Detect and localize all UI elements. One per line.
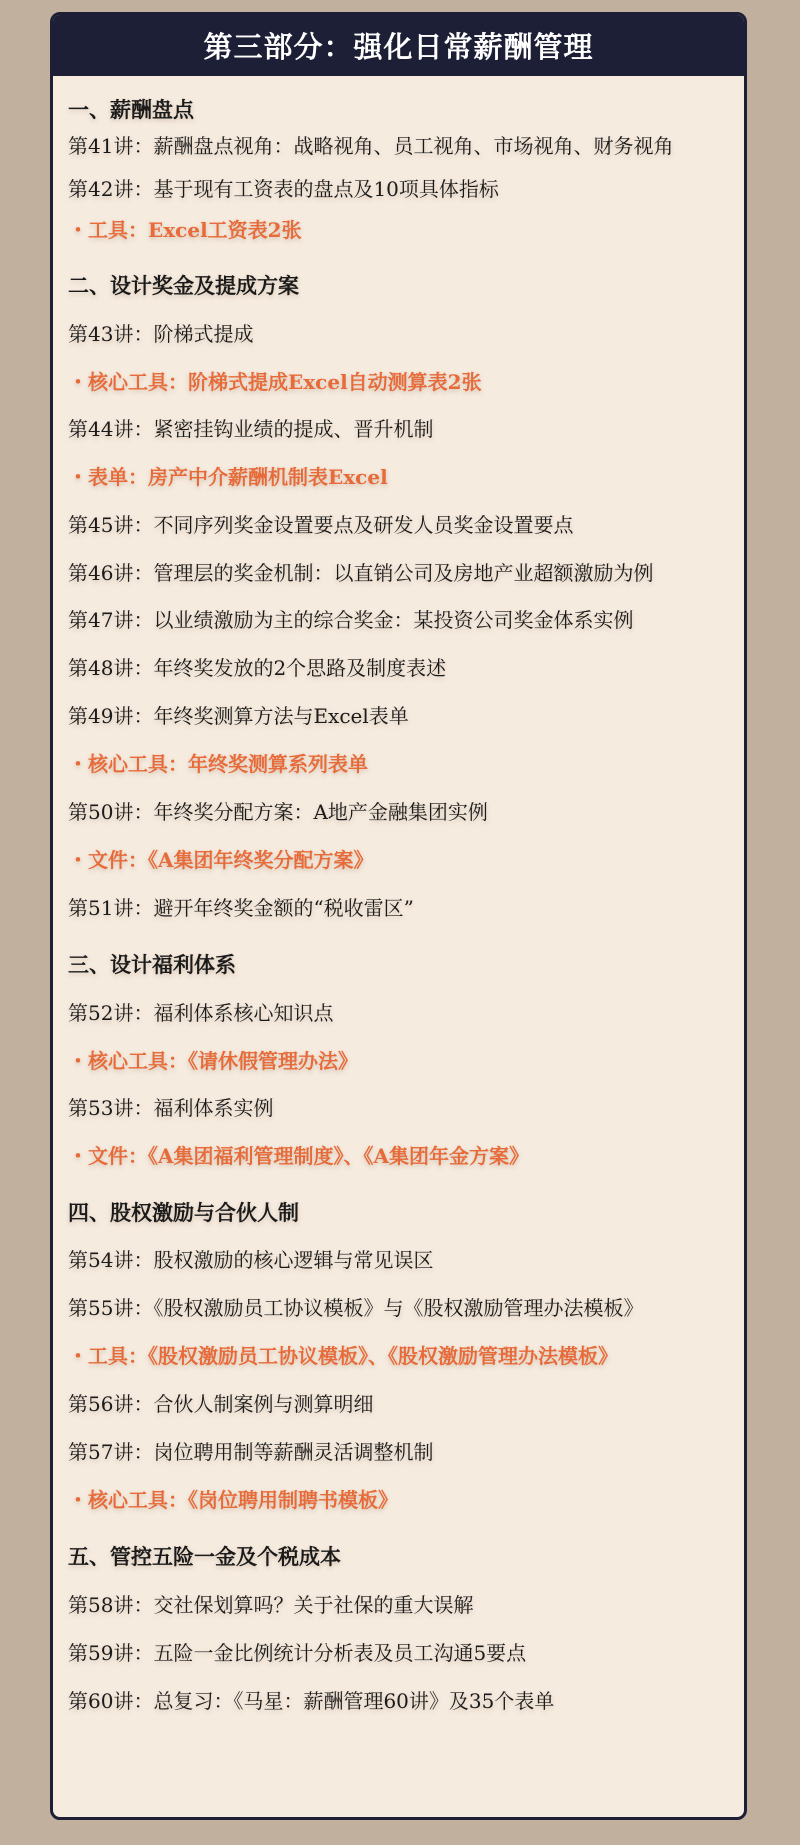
lecture-41: 第41讲：薪酬盘点视角：战略视角、员工视角、市场视角、财务视角 [68, 134, 674, 158]
section-title: 第三部分：强化日常薪酬管理 [53, 15, 744, 76]
tool-equity-templates: ・工具：《股权激励员工协议模板》、《股权激励管理办法模板》 [68, 1344, 618, 1368]
lecture-51: 第51讲：避开年终奖金额的“税收雷区” [68, 896, 414, 920]
lecture-48: 第48讲：年终奖发放的2个思路及制度表述 [68, 656, 447, 680]
lecture-54: 第54讲：股权激励的核心逻辑与常见误区 [68, 1248, 434, 1272]
form-real-estate-agency: ・表单：房产中介薪酬机制表Excel [68, 465, 388, 489]
lecture-56: 第56讲：合伙人制案例与测算明细 [68, 1392, 374, 1416]
lecture-52: 第52讲：福利体系核心知识点 [68, 1001, 334, 1025]
file-benefits-policies: ・文件：《A集团福利管理制度》、《A集团年金方案》 [68, 1144, 530, 1168]
section-heading-equity-incentives: 四、股权激励与合伙人制 [68, 1201, 299, 1225]
tool-tiered-commission: ・核心工具：阶梯式提成Excel自动测算表2张 [68, 370, 482, 394]
section-heading-social-insurance-tax: 五、管控五险一金及个税成本 [68, 1545, 341, 1569]
tool-appointment-letter: ・核心工具：《岗位聘用制聘书模板》 [68, 1488, 398, 1512]
course-outline-card [50, 12, 747, 1820]
lecture-55: 第55讲：《股权激励员工协议模板》与《股权激励管理办法模板》 [68, 1296, 644, 1320]
section-heading-benefits: 三、设计福利体系 [68, 953, 236, 977]
lecture-50: 第50讲：年终奖分配方案：A地产金融集团实例 [68, 800, 488, 824]
section-heading-bonus-commission: 二、设计奖金及提成方案 [68, 274, 299, 298]
lecture-57: 第57讲：岗位聘用制等薪酬灵活调整机制 [68, 1440, 434, 1464]
tool-year-end-bonus-forms: ・核心工具：年终奖测算系列表单 [68, 752, 368, 776]
lecture-46: 第46讲：管理层的奖金机制：以直销公司及房地产业超额激励为例 [68, 561, 654, 585]
section-heading-salary-inventory: 一、薪酬盘点 [68, 98, 194, 122]
lecture-59: 第59讲：五险一金比例统计分析表及员工沟通5要点 [68, 1641, 527, 1665]
lecture-43: 第43讲：阶梯式提成 [68, 322, 254, 346]
lecture-47: 第47讲：以业绩激励为主的综合奖金：某投资公司奖金体系实例 [68, 608, 634, 632]
file-year-end-bonus-plan: ・文件：《A集团年终奖分配方案》 [68, 848, 374, 872]
lecture-53: 第53讲：福利体系实例 [68, 1096, 274, 1120]
lecture-60: 第60讲：总复习：《马星：薪酬管理60讲》及35个表单 [68, 1689, 555, 1713]
lecture-49: 第49讲：年终奖测算方法与Excel表单 [68, 704, 409, 728]
outline-list [53, 98, 744, 1713]
lecture-42: 第42讲：基于现有工资表的盘点及10项具体指标 [68, 177, 499, 201]
tool-excel-payroll: ・工具：Excel工资表2张 [68, 218, 302, 242]
tool-leave-policy: ・核心工具：《请休假管理办法》 [68, 1049, 358, 1073]
lecture-45: 第45讲：不同序列奖金设置要点及研发人员奖金设置要点 [68, 513, 574, 537]
lecture-58: 第58讲：交社保划算吗？关于社保的重大误解 [68, 1593, 474, 1617]
lecture-44: 第44讲：紧密挂钩业绩的提成、晋升机制 [68, 417, 434, 441]
